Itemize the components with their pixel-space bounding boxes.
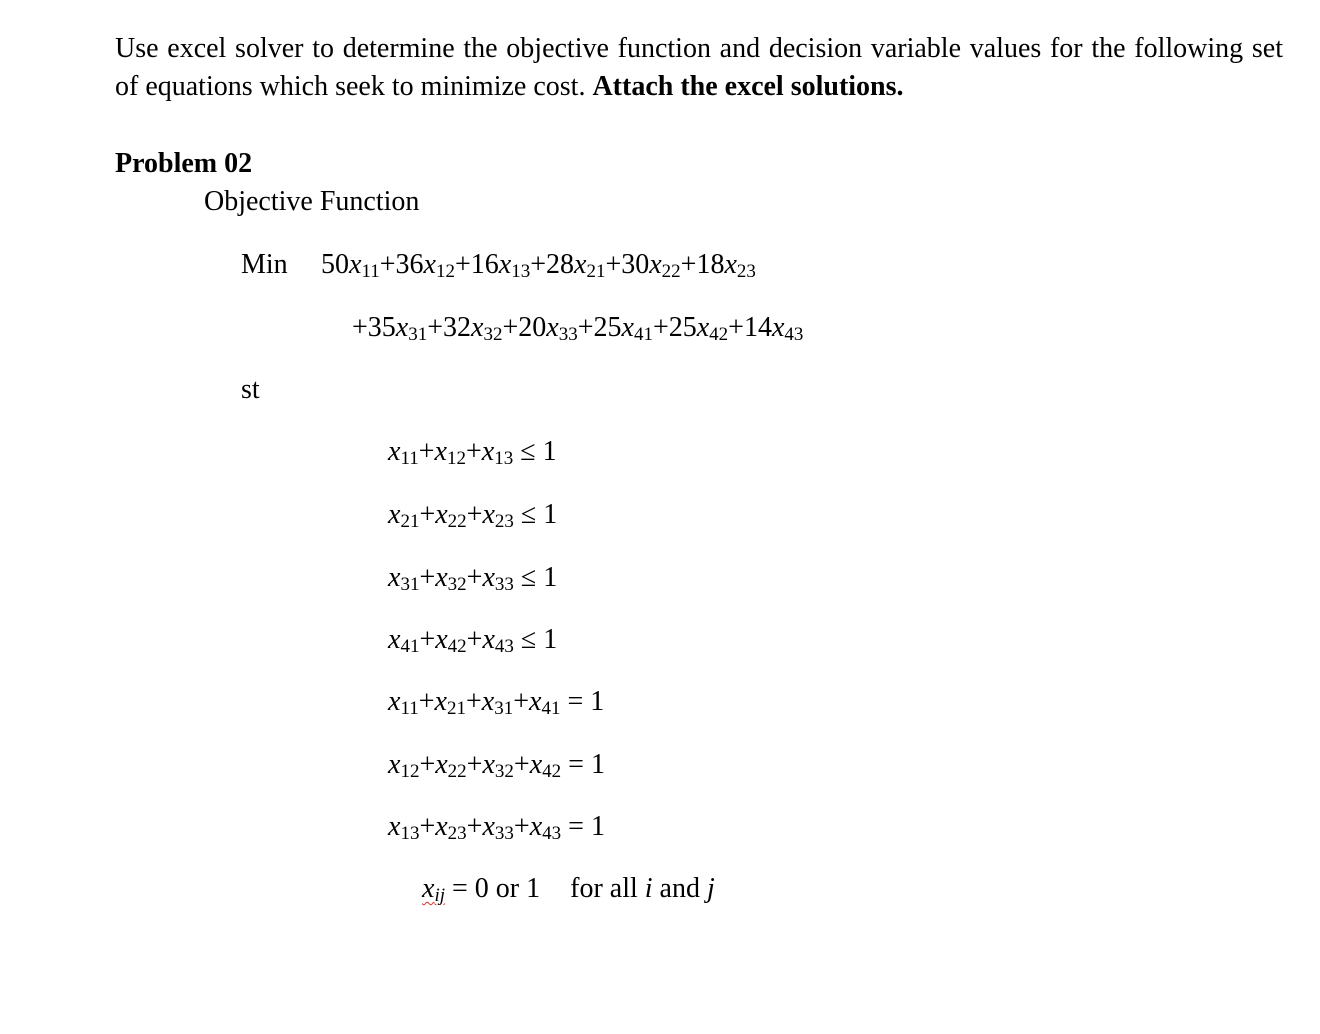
binary-variable: xij <box>422 873 445 906</box>
variable: x <box>435 562 448 593</box>
binary-relation: = <box>452 873 468 904</box>
operator: + <box>466 811 483 842</box>
variable-subscript: 11 <box>400 448 419 469</box>
variable-subscript: 41 <box>541 698 561 719</box>
variable-subscript: 22 <box>447 761 467 782</box>
variable-subscript: 22 <box>447 511 467 532</box>
operator: + <box>466 624 483 655</box>
variable-subscript: 32 <box>483 324 503 345</box>
variable: x <box>771 312 785 343</box>
constraint-5 <box>388 684 604 727</box>
and-text: and <box>659 873 700 904</box>
constraint-3 <box>388 560 557 603</box>
variable-subscript: 33 <box>494 823 514 844</box>
operator: + <box>427 312 444 343</box>
operator: + <box>379 249 396 280</box>
variable-subscript: 13 <box>400 823 420 844</box>
objective-term <box>502 312 577 343</box>
objective-term <box>530 249 605 280</box>
operator: + <box>419 499 436 530</box>
objective-term <box>605 249 680 280</box>
operator: + <box>465 686 482 717</box>
constraint-7 <box>388 809 605 852</box>
coefficient: 20 <box>518 312 547 343</box>
index-i: i <box>644 873 653 904</box>
variable-subscript: 43 <box>494 636 514 657</box>
variable-subscript: 11 <box>361 261 380 282</box>
relation: ≤ <box>520 499 537 530</box>
binary-constraint <box>422 871 715 914</box>
variable: x <box>388 562 401 593</box>
variable: x <box>574 249 587 280</box>
relation: = <box>567 686 584 717</box>
variable-subscript: 42 <box>542 761 562 782</box>
variable-subscript: 31 <box>408 324 428 345</box>
operator: + <box>680 249 697 280</box>
operator: + <box>652 312 669 343</box>
variable: x <box>471 312 484 343</box>
variable-subscript: 12 <box>446 448 466 469</box>
coefficient: 36 <box>395 249 424 280</box>
rhs-value: 1 <box>590 749 605 780</box>
objective-term <box>578 312 653 343</box>
variable-subscript: 32 <box>447 574 467 595</box>
variable-subscript: 42 <box>709 324 729 345</box>
variable-subscript: 13 <box>494 448 514 469</box>
rhs-value: 1 <box>542 436 557 467</box>
min-label: Min <box>241 249 288 280</box>
variable: x <box>434 436 447 467</box>
variable-subscript: 33 <box>494 574 514 595</box>
operator: + <box>419 811 436 842</box>
objective-term <box>380 249 455 280</box>
objective-term <box>455 249 530 280</box>
operator: + <box>419 749 436 780</box>
relation: = <box>568 811 584 842</box>
variable-subscript: 12 <box>435 261 455 282</box>
variable: x <box>696 312 710 343</box>
coefficient: 50 <box>321 249 349 280</box>
intro-paragraph <box>115 30 1283 106</box>
constraint-2 <box>388 497 557 540</box>
operator: + <box>418 686 435 717</box>
coefficient: 16 <box>470 249 499 280</box>
objective-term <box>653 312 728 343</box>
variable-subscript: 31 <box>494 698 514 719</box>
variable-subscript: 41 <box>400 636 420 657</box>
variable: x <box>388 811 401 842</box>
variable: x <box>482 562 495 593</box>
variable-subscript: 23 <box>736 261 756 282</box>
constraint-1 <box>388 434 557 477</box>
variable: x <box>435 624 448 655</box>
variable-subscript: 43 <box>542 823 562 844</box>
variable: x <box>649 249 662 280</box>
objective-term <box>728 312 803 343</box>
variable: x <box>621 312 634 343</box>
operator: + <box>577 312 594 343</box>
operator: + <box>513 811 530 842</box>
variable-subscript: 31 <box>400 574 420 595</box>
variable: x <box>388 686 401 717</box>
variable: x <box>395 312 409 343</box>
variable: x <box>724 249 737 280</box>
variable-subscript: 41 <box>633 324 653 345</box>
variable: x <box>482 624 495 655</box>
variable: x <box>349 249 362 280</box>
variable-subscript: 12 <box>400 761 420 782</box>
intro-text: Use excel solver to determine the objective function and decision variable values for the following set of equations which seek to minimize cost. <box>115 33 1283 102</box>
intro-bold-instruction: Attach the excel solutions. <box>592 71 904 102</box>
variable-subscript: 21 <box>586 261 606 282</box>
objective-function-label: Objective Function <box>204 186 420 217</box>
relation: ≤ <box>520 562 537 593</box>
operator: + <box>418 436 435 467</box>
for-all-text: for all <box>570 873 638 904</box>
objective-term <box>352 312 427 343</box>
variable: x <box>435 749 448 780</box>
relation: ≤ <box>520 436 536 467</box>
operator: + <box>466 499 483 530</box>
variable: x <box>529 749 543 780</box>
variable-subscript: 42 <box>447 636 467 657</box>
variable-subscript: 21 <box>446 698 466 719</box>
coefficient: 25 <box>593 312 622 343</box>
coefficient: 32 <box>443 312 472 343</box>
variable-subscript: 43 <box>784 324 804 345</box>
variable: x <box>482 499 495 530</box>
variable: x <box>435 811 448 842</box>
rhs-value: 1 <box>543 562 558 593</box>
binary-values: 0 or 1 <box>474 873 541 904</box>
variable-subscript: 23 <box>447 823 467 844</box>
subject-to-label: st <box>241 374 260 405</box>
operator: + <box>605 249 622 280</box>
coefficient: 25 <box>668 312 697 343</box>
variable: x <box>481 436 495 467</box>
operator: + <box>530 249 546 280</box>
operator: + <box>466 749 483 780</box>
relation: ≤ <box>520 624 537 655</box>
variable: x <box>388 436 401 467</box>
variable: x <box>388 624 401 655</box>
variable: x <box>529 811 543 842</box>
index-j: j <box>706 873 715 904</box>
variable: x <box>546 312 559 343</box>
operator: + <box>419 562 436 593</box>
variable: x <box>423 249 436 280</box>
objective-expression-line-1 <box>321 247 756 290</box>
variable-subscript: 11 <box>400 698 419 719</box>
operator: + <box>728 312 744 343</box>
problem-title: Problem 02 <box>115 148 253 179</box>
variable-subscript: 32 <box>494 761 514 782</box>
rhs-value: 1 <box>543 624 558 655</box>
coefficient: 28 <box>546 249 574 280</box>
coefficient: 30 <box>621 249 650 280</box>
variable: x <box>498 249 512 280</box>
operator: + <box>466 562 483 593</box>
variable: x <box>435 499 448 530</box>
operator: + <box>352 312 368 343</box>
variable-subscript: 21 <box>400 511 420 532</box>
objective-expression-line-2 <box>352 310 803 353</box>
variable-subscript: 13 <box>511 261 531 282</box>
variable: x <box>434 686 447 717</box>
variable-subscript: 22 <box>661 261 681 282</box>
operator: + <box>513 686 529 717</box>
constraint-4 <box>388 622 557 665</box>
coefficient: 18 <box>696 249 725 280</box>
rhs-value: 1 <box>543 499 558 530</box>
variable: x <box>529 686 542 717</box>
constraint-6 <box>388 747 605 790</box>
coefficient: 14 <box>743 312 772 343</box>
objective-term <box>321 249 380 280</box>
variable: x <box>481 686 495 717</box>
operator: + <box>502 312 519 343</box>
operator: + <box>513 749 530 780</box>
rhs-value: 1 <box>590 811 605 842</box>
coefficient: 35 <box>367 312 396 343</box>
operator: + <box>419 624 436 655</box>
relation: = <box>568 749 584 780</box>
objective-term <box>681 249 756 280</box>
variable-subscript: 23 <box>494 511 514 532</box>
variable: x <box>388 499 401 530</box>
variable: x <box>482 749 495 780</box>
variable-subscript: 33 <box>558 324 578 345</box>
operator: + <box>454 249 471 280</box>
variable: x <box>482 811 495 842</box>
objective-term <box>427 312 502 343</box>
variable: x <box>388 749 401 780</box>
rhs-value: 1 <box>590 686 605 717</box>
operator: + <box>465 436 482 467</box>
